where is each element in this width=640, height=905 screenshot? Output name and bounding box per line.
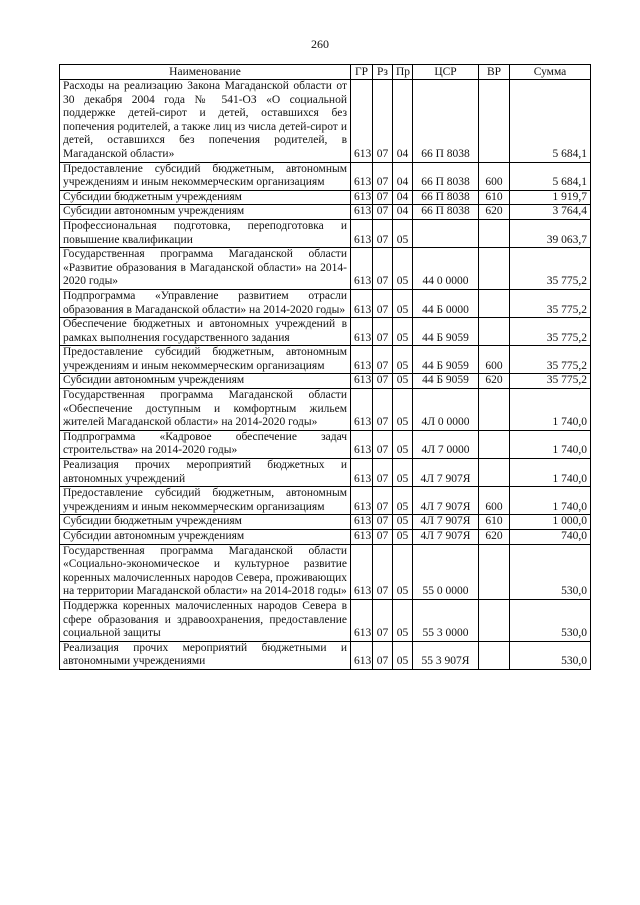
cell-rz: 07 xyxy=(373,487,393,515)
cell-name: Субсидии автономным учреждениям xyxy=(60,205,351,220)
cell-gr: 613 xyxy=(351,515,373,530)
cell-gr: 613 xyxy=(351,219,373,247)
cell-gr: 613 xyxy=(351,248,373,290)
cell-pr: 05 xyxy=(393,430,413,458)
cell-gr: 613 xyxy=(351,389,373,431)
cell-csr: 55 0 0000 xyxy=(413,544,479,599)
cell-sum: 35 775,2 xyxy=(510,374,591,389)
cell-vr: 620 xyxy=(479,205,510,220)
cell-name: Предоставление субсидий бюджетным, автономным учреждениям и иным некоммерческим организациям xyxy=(60,346,351,374)
table-row xyxy=(60,487,591,515)
table-body xyxy=(60,80,591,670)
cell-vr: 620 xyxy=(479,374,510,389)
cell-csr: 4Л 0 0000 xyxy=(413,389,479,431)
cell-pr: 05 xyxy=(393,530,413,545)
table-header-row xyxy=(60,65,591,80)
cell-pr: 05 xyxy=(393,459,413,487)
cell-pr: 05 xyxy=(393,515,413,530)
cell-sum: 1 740,0 xyxy=(510,430,591,458)
cell-rz: 07 xyxy=(373,219,393,247)
table-row xyxy=(60,248,591,290)
cell-gr: 613 xyxy=(351,374,373,389)
header-rz: Рз xyxy=(373,65,393,80)
cell-sum: 1 740,0 xyxy=(510,487,591,515)
cell-pr: 04 xyxy=(393,205,413,220)
header-sum: Сумма xyxy=(510,65,591,80)
cell-sum: 530,0 xyxy=(510,544,591,599)
cell-pr: 05 xyxy=(393,318,413,346)
cell-vr xyxy=(479,289,510,317)
cell-pr: 05 xyxy=(393,289,413,317)
table-row xyxy=(60,430,591,458)
cell-rz: 07 xyxy=(373,641,393,669)
cell-sum: 35 775,2 xyxy=(510,289,591,317)
cell-name: Подпрограмма «Кадровое обеспечение задач строительства» на 2014-2020 годы» xyxy=(60,430,351,458)
cell-pr: 05 xyxy=(393,641,413,669)
cell-csr: 55 3 0000 xyxy=(413,599,479,641)
table-row xyxy=(60,544,591,599)
cell-csr: 4Л 7 907Я xyxy=(413,459,479,487)
cell-gr: 613 xyxy=(351,318,373,346)
table-row xyxy=(60,190,591,205)
cell-pr: 05 xyxy=(393,374,413,389)
cell-gr: 613 xyxy=(351,289,373,317)
cell-sum: 39 063,7 xyxy=(510,219,591,247)
cell-vr xyxy=(479,318,510,346)
cell-pr: 05 xyxy=(393,389,413,431)
cell-rz: 07 xyxy=(373,318,393,346)
table-row xyxy=(60,205,591,220)
cell-name: Реализация прочих мероприятий бюджетными и автономными учреждениями xyxy=(60,641,351,669)
table-row xyxy=(60,374,591,389)
cell-gr: 613 xyxy=(351,544,373,599)
table-row xyxy=(60,599,591,641)
cell-sum: 1 740,0 xyxy=(510,389,591,431)
cell-gr: 613 xyxy=(351,346,373,374)
cell-csr: 44 Б 9059 xyxy=(413,318,479,346)
cell-vr xyxy=(479,248,510,290)
cell-sum: 740,0 xyxy=(510,530,591,545)
cell-rz: 07 xyxy=(373,162,393,190)
cell-vr xyxy=(479,641,510,669)
cell-sum: 35 775,2 xyxy=(510,318,591,346)
cell-vr: 610 xyxy=(479,190,510,205)
cell-name: Расходы на реализацию Закона Магаданской области от 30 декабря 2004 года № 541-ОЗ «О социальной поддержке детей-сирот и детей, оставшихся без попечения родителей, а также лиц из числа детей-сирот и детей, оставшихся без попечения родителей, в Магаданской области» xyxy=(60,80,351,163)
cell-name: Подпрограмма «Управление развитием отрасли образования в Магаданской области» на 2014-2020 годы» xyxy=(60,289,351,317)
table-row xyxy=(60,80,591,163)
cell-csr: 44 Б 0000 xyxy=(413,289,479,317)
cell-rz: 07 xyxy=(373,430,393,458)
cell-name: Субсидии автономным учреждениям xyxy=(60,530,351,545)
cell-rz: 07 xyxy=(373,80,393,163)
cell-pr: 05 xyxy=(393,487,413,515)
cell-vr: 600 xyxy=(479,487,510,515)
cell-rz: 07 xyxy=(373,205,393,220)
cell-rz: 07 xyxy=(373,515,393,530)
cell-gr: 613 xyxy=(351,599,373,641)
cell-csr: 4Л 7 0000 xyxy=(413,430,479,458)
cell-name: Субсидии автономным учреждениям xyxy=(60,374,351,389)
cell-csr: 44 0 0000 xyxy=(413,248,479,290)
table-row xyxy=(60,389,591,431)
cell-rz: 07 xyxy=(373,459,393,487)
cell-rz: 07 xyxy=(373,289,393,317)
cell-vr xyxy=(479,219,510,247)
cell-name: Государственная программа Магаданской области «Обеспечение доступным и комфортным жильем жителей Магаданской области» на 2014-2020 годы» xyxy=(60,389,351,431)
cell-sum: 5 684,1 xyxy=(510,80,591,163)
table-row xyxy=(60,459,591,487)
cell-sum: 1 919,7 xyxy=(510,190,591,205)
header-csr: ЦСР xyxy=(413,65,479,80)
header-gr: ГР xyxy=(351,65,373,80)
cell-pr: 04 xyxy=(393,190,413,205)
cell-csr: 44 Б 9059 xyxy=(413,346,479,374)
cell-csr xyxy=(413,219,479,247)
cell-pr: 05 xyxy=(393,599,413,641)
cell-vr xyxy=(479,430,510,458)
cell-rz: 07 xyxy=(373,544,393,599)
cell-vr xyxy=(479,599,510,641)
cell-pr: 04 xyxy=(393,80,413,163)
cell-sum: 1 000,0 xyxy=(510,515,591,530)
cell-pr: 05 xyxy=(393,219,413,247)
cell-rz: 07 xyxy=(373,190,393,205)
cell-name: Обеспечение бюджетных и автономных учреждений в рамках выполнения государственного задания xyxy=(60,318,351,346)
cell-vr: 600 xyxy=(479,346,510,374)
cell-vr xyxy=(479,459,510,487)
cell-sum: 35 775,2 xyxy=(510,346,591,374)
cell-name: Предоставление субсидий бюджетным, автономным учреждениям и иным некоммерческим организациям xyxy=(60,162,351,190)
cell-pr: 05 xyxy=(393,544,413,599)
cell-sum: 35 775,2 xyxy=(510,248,591,290)
page-number: 260 xyxy=(311,37,329,51)
cell-csr: 66 П 8038 xyxy=(413,205,479,220)
table-row xyxy=(60,515,591,530)
cell-name: Поддержка коренных малочисленных народов Севера в сфере образования и здравоохранения, предоставление социальной защиты xyxy=(60,599,351,641)
cell-gr: 613 xyxy=(351,530,373,545)
cell-name: Реализация прочих мероприятий бюджетных и автономных учреждений xyxy=(60,459,351,487)
cell-pr: 04 xyxy=(393,162,413,190)
table-row xyxy=(60,219,591,247)
cell-csr: 4Л 7 907Я xyxy=(413,487,479,515)
cell-rz: 07 xyxy=(373,599,393,641)
cell-csr: 66 П 8038 xyxy=(413,80,479,163)
cell-gr: 613 xyxy=(351,190,373,205)
cell-rz: 07 xyxy=(373,530,393,545)
cell-vr: 620 xyxy=(479,530,510,545)
cell-sum: 530,0 xyxy=(510,641,591,669)
budget-table xyxy=(59,64,591,670)
cell-name: Профессиональная подготовка, переподготовка и повышение квалификации xyxy=(60,219,351,247)
table-row xyxy=(60,346,591,374)
header-vr: ВР xyxy=(479,65,510,80)
table-row xyxy=(60,318,591,346)
cell-gr: 613 xyxy=(351,641,373,669)
cell-rz: 07 xyxy=(373,346,393,374)
cell-name: Государственная программа Магаданской области «Социально-экономическое и культурное развитие коренных малочисленных народов Севера, проживающих на территории Магаданской области» на 2014-2018 годы» xyxy=(60,544,351,599)
cell-gr: 613 xyxy=(351,430,373,458)
cell-vr: 600 xyxy=(479,162,510,190)
cell-csr: 66 П 8038 xyxy=(413,162,479,190)
cell-gr: 613 xyxy=(351,459,373,487)
cell-rz: 07 xyxy=(373,374,393,389)
cell-gr: 613 xyxy=(351,205,373,220)
header-name: Наименование xyxy=(60,65,351,80)
cell-pr: 05 xyxy=(393,248,413,290)
table-row xyxy=(60,289,591,317)
cell-rz: 07 xyxy=(373,389,393,431)
cell-name: Субсидии бюджетным учреждениям xyxy=(60,190,351,205)
header-pr: Пр xyxy=(393,65,413,80)
cell-gr: 613 xyxy=(351,162,373,190)
cell-name: Государственная программа Магаданской области «Развитие образования в Магаданской области» на 2014-2020 годы» xyxy=(60,248,351,290)
cell-gr: 613 xyxy=(351,487,373,515)
cell-vr xyxy=(479,389,510,431)
cell-vr: 610 xyxy=(479,515,510,530)
cell-sum: 5 684,1 xyxy=(510,162,591,190)
cell-name: Субсидии бюджетным учреждениям xyxy=(60,515,351,530)
table-row xyxy=(60,162,591,190)
cell-csr: 55 3 907Я xyxy=(413,641,479,669)
cell-sum: 3 764,4 xyxy=(510,205,591,220)
cell-rz: 07 xyxy=(373,248,393,290)
cell-name: Предоставление субсидий бюджетным, автономным учреждениям и иным некоммерческим организациям xyxy=(60,487,351,515)
cell-sum: 1 740,0 xyxy=(510,459,591,487)
cell-pr: 05 xyxy=(393,346,413,374)
cell-csr: 4Л 7 907Я xyxy=(413,515,479,530)
cell-vr xyxy=(479,544,510,599)
table-row xyxy=(60,530,591,545)
cell-csr: 66 П 8038 xyxy=(413,190,479,205)
cell-csr: 4Л 7 907Я xyxy=(413,530,479,545)
cell-sum: 530,0 xyxy=(510,599,591,641)
table-row xyxy=(60,641,591,669)
cell-vr xyxy=(479,80,510,163)
cell-gr: 613 xyxy=(351,80,373,163)
cell-csr: 44 Б 9059 xyxy=(413,374,479,389)
